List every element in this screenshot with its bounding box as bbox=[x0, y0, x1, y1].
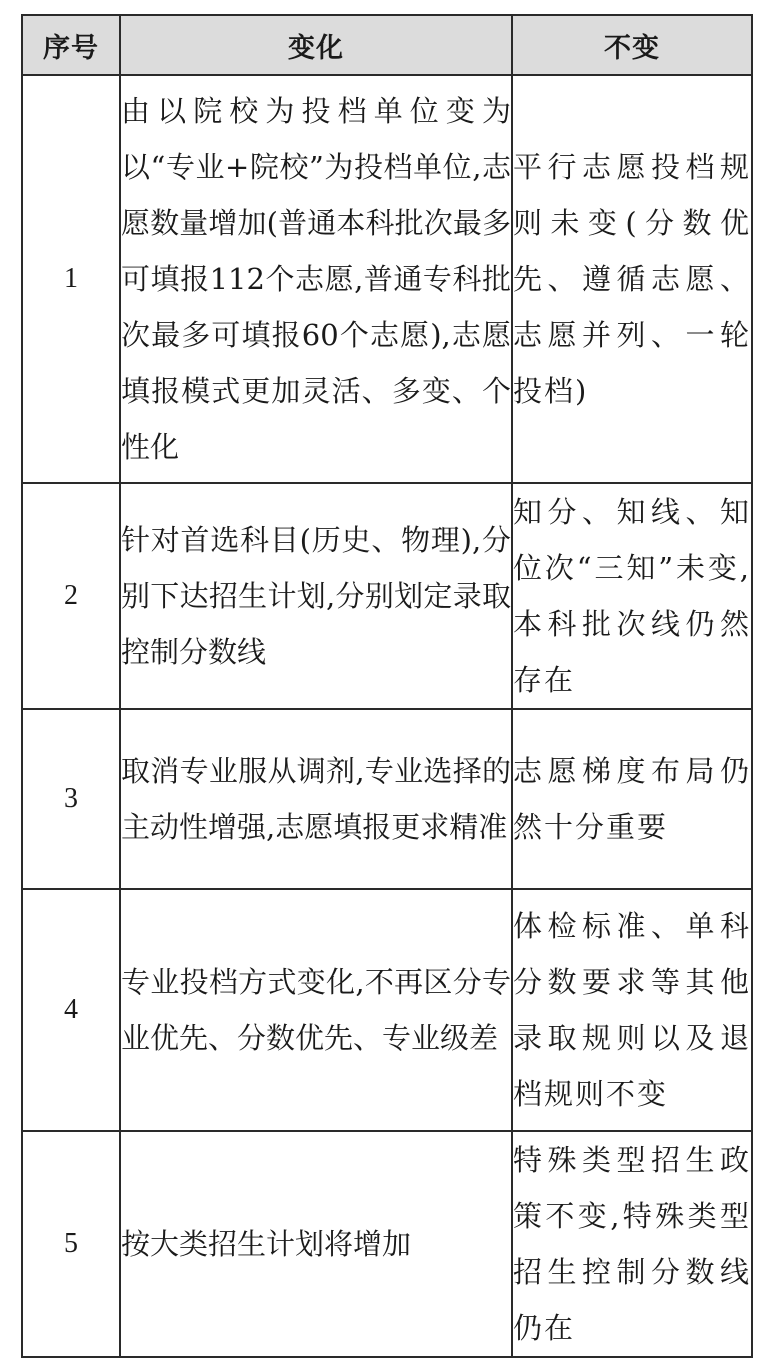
row-change: 针对首选科目(历史、物理),分别下达招生计划,分别划定录取控制分数线 bbox=[120, 483, 512, 709]
row-index: 3 bbox=[22, 709, 120, 889]
table-body bbox=[22, 75, 752, 1357]
row-index: 5 bbox=[22, 1131, 120, 1357]
header-row bbox=[22, 15, 752, 75]
row-change: 由以院校为投档单位变为以“专业+院校”为投档单位,志愿数量增加(普通本科批次最多可填报112个志愿,普通专科批次最多可填报60个志愿),志愿填报模式更加灵活、多变、个性化 bbox=[120, 75, 512, 483]
row-unchanged: 志愿梯度布局仍然十分重要 bbox=[512, 709, 752, 889]
row-unchanged: 体检标准、单科分数要求等其他录取规则以及退档规则不变 bbox=[512, 889, 752, 1131]
row-index: 1 bbox=[22, 75, 120, 483]
table-header bbox=[22, 15, 752, 75]
table-row bbox=[22, 709, 752, 889]
header-index: 序号 bbox=[22, 15, 120, 75]
table-row bbox=[22, 889, 752, 1131]
table-row bbox=[22, 1131, 752, 1357]
comparison-table bbox=[21, 14, 753, 1358]
table-row bbox=[22, 75, 752, 483]
row-index: 2 bbox=[22, 483, 120, 709]
header-unchanged: 不变 bbox=[512, 15, 752, 75]
row-change: 取消专业服从调剂,专业选择的主动性增强,志愿填报更求精准 bbox=[120, 709, 512, 889]
row-unchanged: 特殊类型招生政策不变,特殊类型招生控制分数线仍在 bbox=[512, 1131, 752, 1357]
table-row bbox=[22, 483, 752, 709]
row-change: 按大类招生计划将增加 bbox=[120, 1131, 512, 1357]
header-change: 变化 bbox=[120, 15, 512, 75]
row-index: 4 bbox=[22, 889, 120, 1131]
row-change: 专业投档方式变化,不再区分专业优先、分数优先、专业级差 bbox=[120, 889, 512, 1131]
row-unchanged: 平行志愿投档规则未变(分数优先、遵循志愿、志愿并列、一轮投档) bbox=[512, 75, 752, 483]
row-unchanged: 知分、知线、知位次“三知”未变,本科批次线仍然存在 bbox=[512, 483, 752, 709]
